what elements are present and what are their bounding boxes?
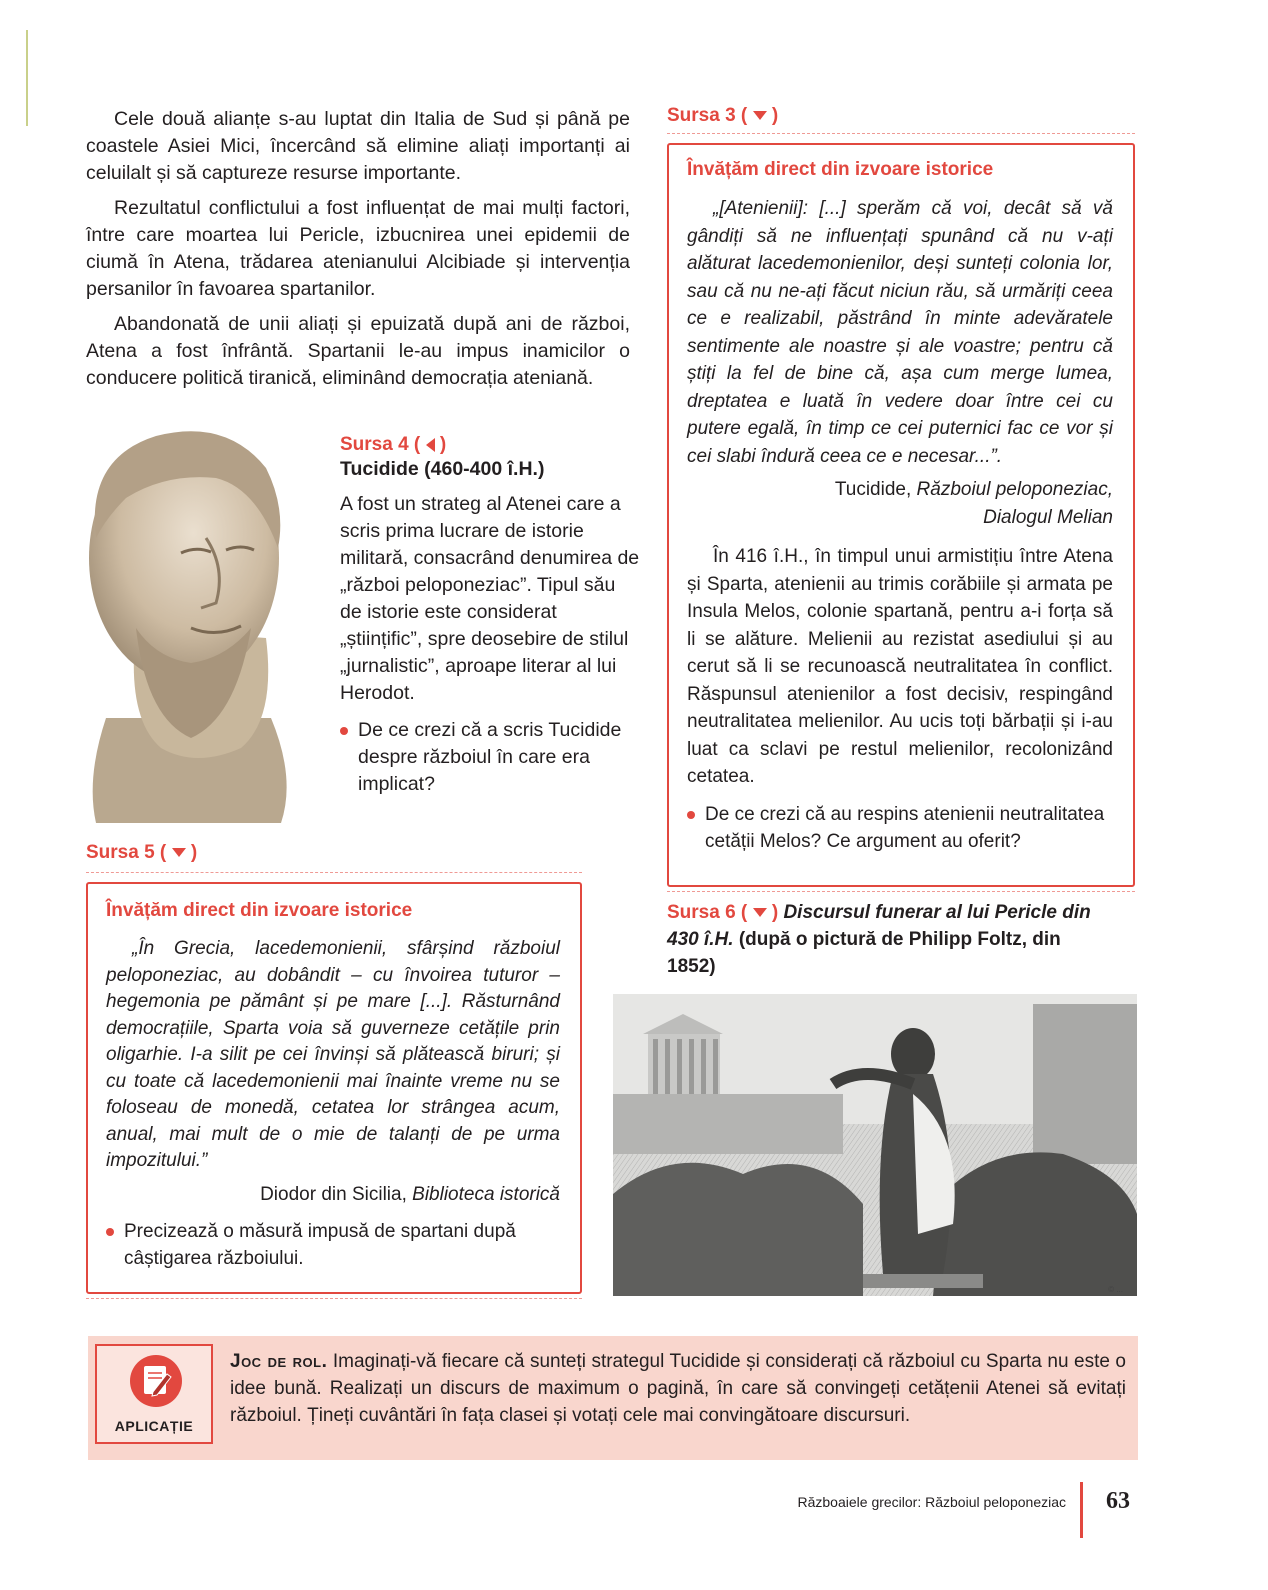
application-text <box>230 1348 1126 1429</box>
page-number: 63 <box>1106 1488 1130 1514</box>
source3-bottom-rule <box>667 891 1135 892</box>
paragraph-3: Abandonată de unii aliați și epuizată după ani de război, Atena a fost înfrântă. Spartanii le-au impus inamicilor o conducere politică tiranică, eliminând democrația ateniană. <box>86 313 630 389</box>
source5-question: Precizează o măsură impusă de spartani după câștigarea războiului. <box>106 1218 560 1272</box>
paragraph-1: Cele două alianțe s-au luptat din Italia de Sud și până pe coastele Asiei Mici, încercând să elimine aliați importanți ai celuilalt și să captureze resurse importante. <box>86 108 630 184</box>
left-column-text <box>86 106 630 400</box>
source3-dashed-rule <box>667 133 1135 134</box>
source4-label: Sursa 4 ( ) <box>340 434 447 455</box>
tucidide-bust-image <box>66 418 302 828</box>
source6-caption-title: Discursul funerar al lui Pericle din 430 î.H. <box>667 902 1091 950</box>
source4-block <box>340 434 640 798</box>
application-badge-label: APLICAȚIE <box>114 1418 194 1434</box>
pericles-funeral-oration-engraving <box>613 994 1137 1296</box>
source6-caption-credit: (după o pictură de Philipp Foltz, din 1852) <box>667 929 1061 977</box>
source5-box-title: Învățăm direct din izvoare istorice <box>106 900 413 921</box>
source5-label: Sursa 5 ( ) <box>86 842 198 863</box>
source3-attribution: Tucidide, Războiul peloponeziac, Dialogul Melian <box>834 479 1113 528</box>
source5-box <box>86 882 582 1294</box>
source5-dashed-rule <box>86 872 582 873</box>
source3-paragraph: În 416 î.H., în timpul unui armistițiu între Atena și Sparta, atenienii au trimis corăbiile și armata pe Insula Melos, colonie spartană, pentru a-i forța să li se alăture. Melienii au rezistat asediului și au cerut să li se recunoască neutralitatea în conflict. Răspunsul atenienilor a fost decisiv, respingând neutralitatea melienilor. Au ucis toți bărbații și i-au luat ca sclavi pe restul melienilor, recolonizând cetatea. <box>687 546 1113 787</box>
source3-box <box>667 143 1135 887</box>
footer-divider <box>1080 1482 1083 1538</box>
source5-bottom-rule <box>86 1298 582 1299</box>
source4-text: A fost un strateg al Atenei care a scris prima lucrare de istorie militară, consacrând denumirea de „război peloponeziac”. Tipul său de istorie este considerat „științific”, spre deosebire de stilul „jurnalistic”, aproape literar al lui Herodot. <box>340 493 640 704</box>
application-badge <box>95 1344 213 1444</box>
source5-quote: „În Grecia, lacedemonienii, sfârșind războiul peloponeziac, au dobândit – cu învoirea tuturor – hegemonia pe pământ și pe mare [...]. Răsturnând democrațiile, Sparta voia să guverneze cetățile prin oligarhie. I-a silit pe cei învinși să plătească biruri; și cu toate că lacedemonienii mai înainte vreme nu se foloseau de monedă, cetatea lor strângea acum, anual, mai mult de o mie de talanți de pe urma impozitului.” <box>106 938 560 1171</box>
source3-question: De ce crezi că au respins atenienii neutralitatea cetății Melos? Ce argument au oferit? <box>687 801 1113 855</box>
source4-title: Tucidide (460-400 î.H.) <box>340 458 545 480</box>
source6-caption: Sursa 6 ( ) Discursul funerar al lui Pericle din 430 î.H. (după o pictură de Philipp Foltz, din 1852) <box>667 902 1091 977</box>
caret-down-icon[interactable] <box>753 908 767 917</box>
source5-attribution: Diodor din Sicilia, Biblioteca istorică <box>260 1183 560 1205</box>
source3-box-title: Învățăm direct din izvoare istorice <box>687 159 994 180</box>
caret-left-icon[interactable] <box>426 438 435 452</box>
paragraph-2: Rezultatul conflictului a fost influențat de mai mulți factori, între care moartea lui Pericle, izbucnirea unei epidemii de ciumă în Atena, trădarea atenianului Alcibiade și intervenția persanilor în favoarea spartanilor. <box>86 197 630 300</box>
margin-rule <box>26 30 28 126</box>
pencil-document-icon <box>129 1354 183 1408</box>
source3-label: Sursa 3 ( ) <box>667 105 779 126</box>
caret-down-icon[interactable] <box>172 848 186 857</box>
source4-question: De ce crezi că a scris Tucidide despre războiul în care era implicat? <box>340 717 640 798</box>
running-title: Războaiele grecilor: Războiul peloponeziac <box>797 1494 1066 1510</box>
svg-text:© ...: © ... <box>1108 1285 1123 1294</box>
application-body: Imaginați-vă fiecare că sunteți strategul Tucidide și considerați că războiul cu Sparta nu este o idee bună. Realizați un discurs de maximum o pagină, în care să convingeți cetățenii Atenei să evitați războiul. Țineți cuvântări în fața clasei și votați cele mai convingătoare discursuri. <box>230 1351 1127 1426</box>
application-heading: Joc de rol. <box>230 1351 328 1372</box>
source3-quote: „[Atenienii]: [...] sperăm că voi, decât să vă gândiți să ne influențați spunând că nu v-ați alăturat lacedemonienilor, deși sunteți colonia lor, sau că nu ne-ați făcut niciun rău, să urmăriți ceea ce e realizabil, păstrând în minte adevăratele sentimente ale noastre și ale voastre; pentru că știți la fel de bine că, așa cum merge lumea, dreptatea e luată în vedere doar între cei cu putere egală, în timp ce cei puternici fac ce vor și cei slabi îndură ceea ce e necesar...”. <box>687 198 1113 467</box>
caret-down-icon[interactable] <box>753 111 767 120</box>
